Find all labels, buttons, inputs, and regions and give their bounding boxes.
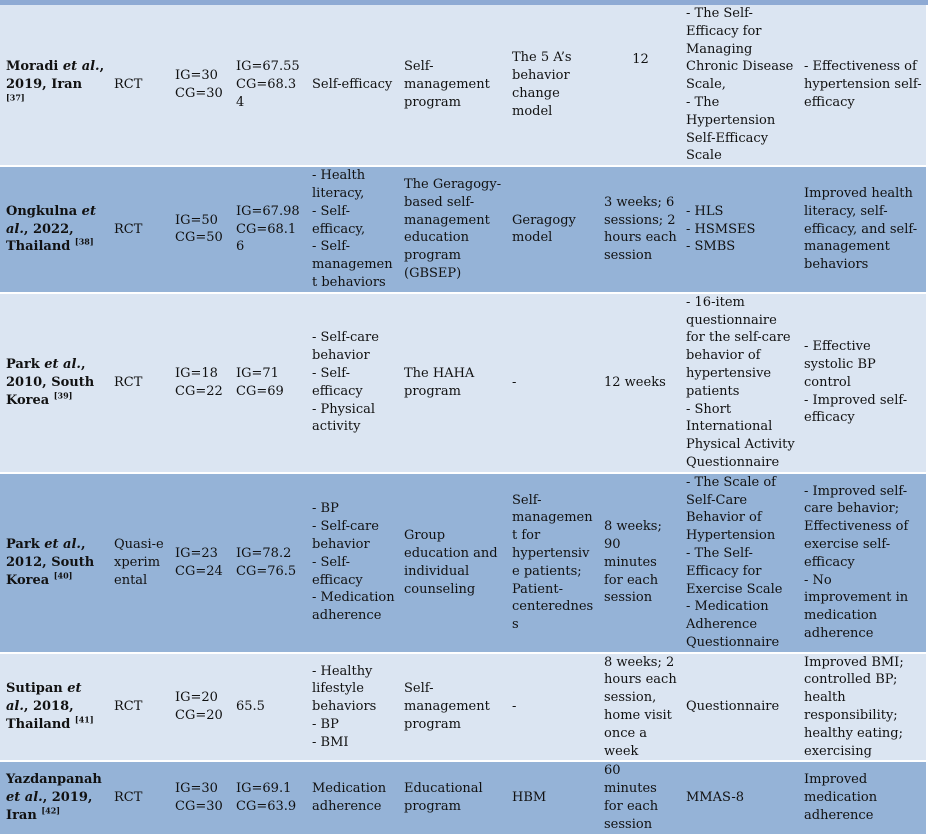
age-cell: IG=67.98 CG=68.16 (230, 166, 306, 293)
author-cell: Park et al., 2012, South Korea [40] (0, 473, 108, 653)
table-row (0, 761, 926, 834)
results-cell: Improved health literacy, self-efficacy, and self-management behaviors (798, 166, 926, 293)
model-cell: The 5 A’s behavior change model (506, 5, 598, 166)
age-cell: IG=67.55 CG=68.34 (230, 5, 306, 166)
model-cell: - (506, 293, 598, 473)
design-cell: RCT (108, 166, 169, 293)
studies-table (0, 5, 926, 836)
intervention-cell: Self-management program (398, 653, 506, 762)
results-cell: Improved medication adherence (798, 761, 926, 834)
sample-cell: IG=30 CG=30 (169, 761, 230, 834)
model-cell: Geragogy model (506, 166, 598, 293)
design-cell: RCT (108, 5, 169, 166)
model-cell: HBM (506, 761, 598, 834)
age-cell: IG=71 CG=69 (230, 293, 306, 473)
table-row (0, 166, 926, 293)
table-row (0, 473, 926, 653)
intervention-cell: Self-management program (398, 5, 506, 166)
design-cell: RCT (108, 653, 169, 762)
author-cell: Sutipan et al., 2018, Thailand [41] (0, 653, 108, 762)
outcomes-cell: - Self-care behavior - Self-efficacy - Physical activity (306, 293, 398, 473)
tools-cell: - 16-item questionnaire for the self-care behavior of hypertensive patients - Short International Physical Activity Questionnaire (680, 293, 798, 473)
model-cell: Self-management for hypertensive patients; Patient-centeredness (506, 473, 598, 653)
duration-cell: 12 (598, 5, 680, 166)
intervention-cell: Group education and individual counseling (398, 473, 506, 653)
tools-cell: Questionnaire (680, 653, 798, 762)
duration-cell: 12 weeks (598, 293, 680, 473)
age-cell: IG=69.1 CG=63.9 (230, 761, 306, 834)
author-cell: Moradi et al., 2019, Iran [37] (0, 5, 108, 166)
intervention-cell: The Geragogy-based self-management education program (GBSEP) (398, 166, 506, 293)
duration-cell: 8 weeks; 2 hours each session, home visit once a week (598, 653, 680, 762)
sample-cell: IG=18 CG=22 (169, 293, 230, 473)
author-cell: Ongkulna et al., 2022, Thailand [38] (0, 166, 108, 293)
results-cell: - Improved self-care behavior; Effectiveness of exercise self-efficacy - No improvement in medication adherence (798, 473, 926, 653)
outcomes-cell: Medication adherence (306, 761, 398, 834)
duration-cell: 8 weeks; 90 minutes for each session (598, 473, 680, 653)
tools-cell: - HLS - HSMSES - SMBS (680, 166, 798, 293)
results-cell: - Effectiveness of hypertension self-efficacy (798, 5, 926, 166)
design-cell: RCT (108, 293, 169, 473)
tools-cell: - The Self-Efficacy for Managing Chronic Disease Scale, - The Hypertension Self-Efficacy Scale (680, 5, 798, 166)
author-cell: Park et al., 2010, South Korea [39] (0, 293, 108, 473)
outcomes-cell: - BP - Self-care behavior - Self-efficacy - Medication adherence (306, 473, 398, 653)
age-cell: 65.5 (230, 653, 306, 762)
intervention-cell: The HAHA program (398, 293, 506, 473)
table-row (0, 653, 926, 762)
tools-cell: - The Scale of Self-Care Behavior of Hypertension - The Self-Efficacy for Exercise Scale - Medication Adherence Questionnaire (680, 473, 798, 653)
age-cell: IG=78.2 CG=76.5 (230, 473, 306, 653)
sample-cell: IG=23 CG=24 (169, 473, 230, 653)
duration-cell: 60 minutes for each session (598, 761, 680, 834)
design-cell: Quasi-experimental (108, 473, 169, 653)
sample-cell: IG=30 CG=30 (169, 5, 230, 166)
outcomes-cell: - Health literacy, - Self-efficacy, - Self-management behaviors (306, 166, 398, 293)
outcomes-cell: Self-efficacy (306, 5, 398, 166)
outcomes-cell: - Healthy lifestyle behaviors - BP - BMI (306, 653, 398, 762)
results-cell: Improved BMI; controlled BP; health responsibility; healthy eating; exercising (798, 653, 926, 762)
results-cell: - Effective systolic BP control - Improved self-efficacy (798, 293, 926, 473)
author-cell: Yazdanpanah et al., 2019, Iran [42] (0, 761, 108, 834)
design-cell: RCT (108, 761, 169, 834)
sample-cell: IG=50 CG=50 (169, 166, 230, 293)
model-cell: - (506, 653, 598, 762)
table-row (0, 5, 926, 166)
tools-cell: MMAS-8 (680, 761, 798, 834)
duration-cell: 3 weeks; 6 sessions; 2 hours each session (598, 166, 680, 293)
intervention-cell: Educational program (398, 761, 506, 834)
sample-cell: IG=20 CG=20 (169, 653, 230, 762)
table-row (0, 293, 926, 473)
